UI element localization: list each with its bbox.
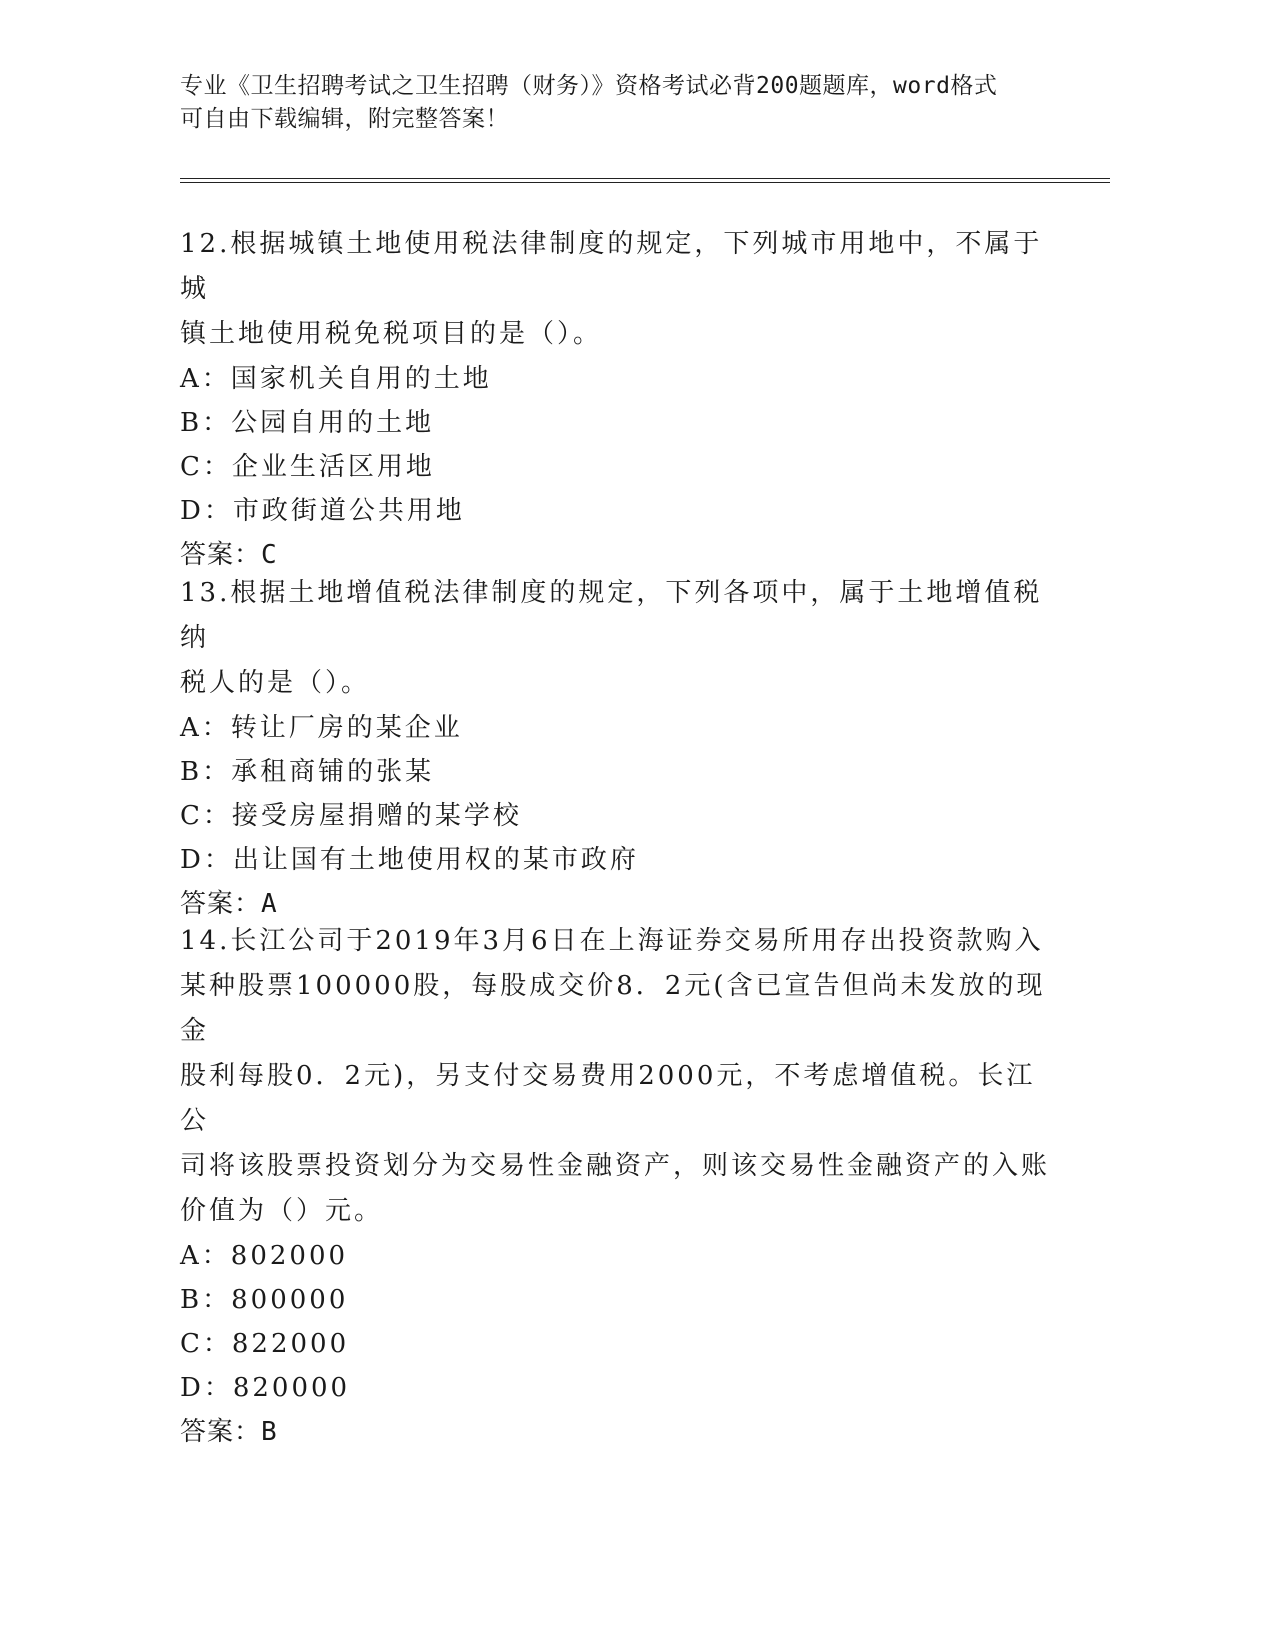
option-b: B：公园自用的土地 xyxy=(180,408,435,438)
question-stem-line: 税人的是（）。 xyxy=(180,668,371,698)
question-stem-line: 12.根据城镇土地使用税法律制度的规定，下列城市用地中，不属于城 xyxy=(180,229,1043,304)
option-c: C：接受房屋捐赠的某学校 xyxy=(180,801,522,831)
question-14 xyxy=(180,919,1060,1454)
answer-label: 答案： xyxy=(180,1417,262,1447)
header-line-1: 专业《卫生招聘考试之卫生招聘（财务）》资格考试必背200题题库，word格式 xyxy=(180,73,998,99)
option-a: A：国家机关自用的土地 xyxy=(180,364,492,394)
question-stem xyxy=(180,919,1060,1234)
header-divider xyxy=(180,178,1110,183)
option-d: D：出让国有土地使用权的某市政府 xyxy=(180,845,639,875)
question-stem xyxy=(180,222,1060,357)
answer-label: 答案： xyxy=(180,540,262,570)
document-header xyxy=(180,70,1060,136)
question-stem-line: 价值为（）元。 xyxy=(180,1196,384,1226)
answer-label: 答案： xyxy=(180,889,262,919)
question-stem-line: 股利每股0．2元)，另支付交易费用2000元，不考虑增值税。长江公 xyxy=(180,1061,1036,1136)
question-stem-line: 镇土地使用税免税项目的是（）。 xyxy=(180,319,603,349)
question-stem-line: 某种股票100000股，每股成交价8．2元(含已宣告但尚未发放的现金 xyxy=(180,971,1046,1046)
option-d: D：市政街道公共用地 xyxy=(180,496,465,526)
answer-line xyxy=(180,1410,1060,1454)
option-d: D：820000 xyxy=(180,1373,351,1403)
question-stem-line: 13.根据土地增值税法律制度的规定，下列各项中，属于土地增值税纳 xyxy=(180,578,1043,653)
option-a: A：转让厂房的某企业 xyxy=(180,713,463,743)
question-stem-line: 司将该股票投资划分为交易性金融资产，则该交易性金融资产的入账 xyxy=(180,1151,1051,1181)
option-c: C：企业生活区用地 xyxy=(180,452,435,482)
answer-value: B xyxy=(261,1417,278,1447)
question-stem xyxy=(180,571,1060,706)
option-a: A：802000 xyxy=(180,1241,349,1271)
option-c: C：822000 xyxy=(180,1329,350,1359)
option-b: B：800000 xyxy=(180,1285,349,1315)
answer-value: A xyxy=(261,889,278,919)
question-13 xyxy=(180,571,1060,926)
answer-value: C xyxy=(261,540,278,570)
question-stem-line: 14.长江公司于2019年3月6日在上海证券交易所用存出投资款购入 xyxy=(180,926,1044,956)
header-line-2: 可自由下载编辑，附完整答案！ xyxy=(180,106,509,132)
option-b: B：承租商铺的张某 xyxy=(180,757,435,787)
question-12 xyxy=(180,222,1060,577)
